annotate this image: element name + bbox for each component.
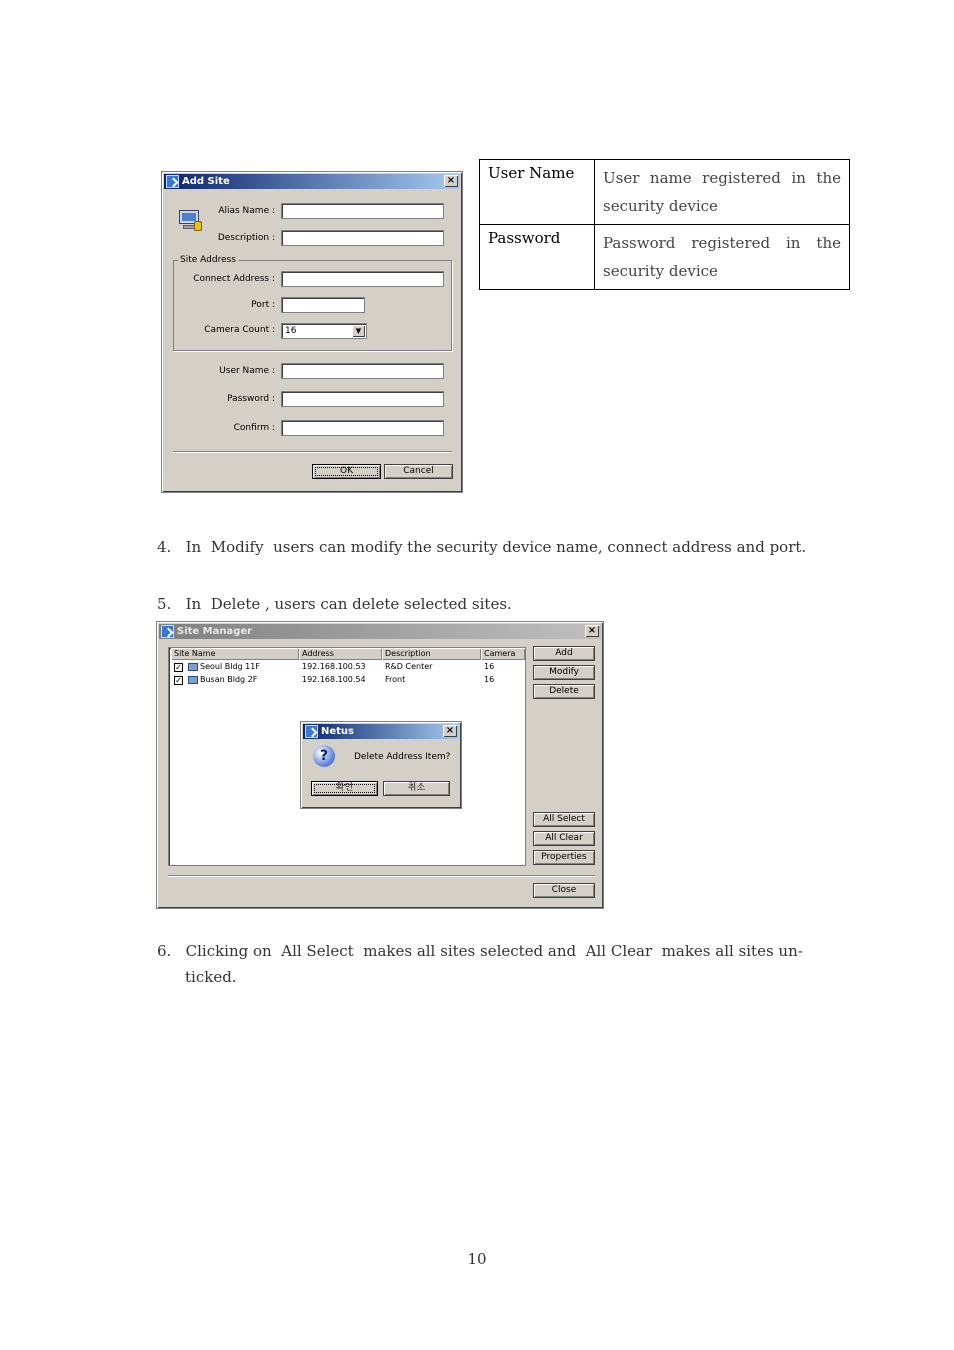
camera-count-label: Camera Count : bbox=[204, 325, 275, 335]
table-key: Password bbox=[480, 225, 595, 290]
table-row[interactable] bbox=[171, 661, 525, 674]
app-icon bbox=[305, 725, 318, 738]
site-manager-window bbox=[156, 621, 604, 909]
confirm-password-input[interactable] bbox=[281, 420, 444, 436]
alias-name-label: Alias Name : bbox=[218, 206, 275, 216]
connect-address-label: Connect Address : bbox=[193, 274, 275, 284]
connect-address-input[interactable] bbox=[281, 271, 444, 287]
chevron-down-icon[interactable]: ▼ bbox=[352, 325, 365, 337]
close-icon[interactable]: × bbox=[443, 725, 457, 737]
cancel-button[interactable]: Cancel bbox=[384, 464, 453, 479]
close-icon[interactable]: × bbox=[444, 175, 458, 187]
camera-cell: 16 bbox=[484, 662, 495, 671]
add-button[interactable]: Add bbox=[533, 646, 595, 661]
close-button[interactable]: Close bbox=[533, 883, 595, 898]
properties-button[interactable]: Properties bbox=[533, 850, 595, 865]
alias-name-input[interactable] bbox=[281, 203, 444, 219]
user-name-label: User Name : bbox=[219, 366, 275, 376]
site-icon bbox=[188, 663, 198, 671]
delete-button[interactable]: Delete bbox=[533, 684, 595, 699]
table-row bbox=[480, 225, 850, 290]
add-site-dialog bbox=[161, 171, 463, 493]
close-icon[interactable]: × bbox=[585, 625, 599, 637]
camera-cell: 16 bbox=[484, 675, 495, 684]
divider bbox=[168, 875, 595, 877]
column-header-description[interactable]: Description bbox=[382, 648, 481, 660]
site-manager-titlebar[interactable] bbox=[159, 624, 601, 639]
paragraph-modify: 4. In Modify users can modify the security device name, connect address and port. bbox=[157, 538, 807, 556]
password-input[interactable] bbox=[281, 391, 444, 407]
paragraph-line: 6. Clicking on All Select makes all sites selected and All Clear makes all sites un- bbox=[157, 942, 803, 960]
divider bbox=[173, 451, 452, 453]
address-cell: 192.168.100.53 bbox=[302, 662, 366, 671]
password-label: Password : bbox=[227, 394, 275, 404]
table-value: User name registered in the security device bbox=[595, 160, 850, 225]
confirm-dialog bbox=[300, 721, 462, 809]
page-number: 10 bbox=[467, 1250, 487, 1268]
all-clear-button[interactable]: All Clear bbox=[533, 831, 595, 846]
column-header-address[interactable]: Address bbox=[299, 648, 382, 660]
confirm-cancel-button[interactable]: 취소 bbox=[383, 781, 450, 796]
site-manager-title: Site Manager bbox=[177, 626, 253, 637]
camera-count-value: 16 bbox=[285, 326, 297, 336]
paragraph-select-clear bbox=[157, 942, 841, 986]
table-value: Password registered in the security device bbox=[595, 225, 850, 290]
add-site-title: Add Site bbox=[182, 176, 230, 187]
row-checkbox[interactable]: ✓ bbox=[175, 663, 182, 672]
address-cell: 192.168.100.54 bbox=[302, 675, 366, 684]
ok-button[interactable]: OK bbox=[312, 464, 381, 479]
description-label: Description : bbox=[217, 233, 275, 243]
user-name-input[interactable] bbox=[281, 363, 444, 379]
confirm-ok-button[interactable]: 확인 bbox=[311, 781, 378, 796]
description-input[interactable] bbox=[281, 230, 444, 246]
site-address-group-label: Site Address bbox=[180, 255, 236, 265]
confirm-message: Delete Address Item? bbox=[354, 752, 451, 762]
paragraph-delete: 5. In Delete , users can delete selected sites. bbox=[157, 595, 512, 613]
column-header-site-name[interactable]: Site Name bbox=[171, 648, 299, 660]
description-cell: R&D Center bbox=[385, 662, 433, 671]
confirm-titlebar[interactable] bbox=[303, 724, 459, 739]
site-name-cell: Busan Bldg 2F bbox=[200, 675, 258, 684]
question-icon: ? bbox=[313, 745, 335, 767]
confirm-label: Confirm : bbox=[233, 423, 275, 433]
camera-count-select[interactable] bbox=[281, 323, 367, 339]
modify-button[interactable]: Modify bbox=[533, 665, 595, 680]
site-name-cell: Seoul Bldg 11F bbox=[200, 662, 260, 671]
port-input[interactable] bbox=[281, 297, 365, 313]
app-icon bbox=[166, 175, 179, 188]
site-device-icon bbox=[179, 210, 203, 232]
paragraph-line: ticked. bbox=[185, 968, 237, 986]
all-select-button[interactable]: All Select bbox=[533, 812, 595, 827]
credentials-table bbox=[479, 159, 850, 290]
table-key: User Name bbox=[480, 160, 595, 225]
description-cell: Front bbox=[385, 675, 406, 684]
site-icon bbox=[188, 676, 198, 684]
add-site-titlebar[interactable] bbox=[164, 174, 460, 189]
column-header-camera[interactable]: Camera bbox=[481, 648, 525, 660]
port-label: Port : bbox=[251, 300, 275, 310]
table-row[interactable] bbox=[171, 674, 525, 687]
row-checkbox[interactable]: ✓ bbox=[175, 676, 182, 685]
table-row bbox=[480, 160, 850, 225]
app-icon bbox=[161, 625, 174, 638]
confirm-title: Netus bbox=[321, 726, 355, 737]
